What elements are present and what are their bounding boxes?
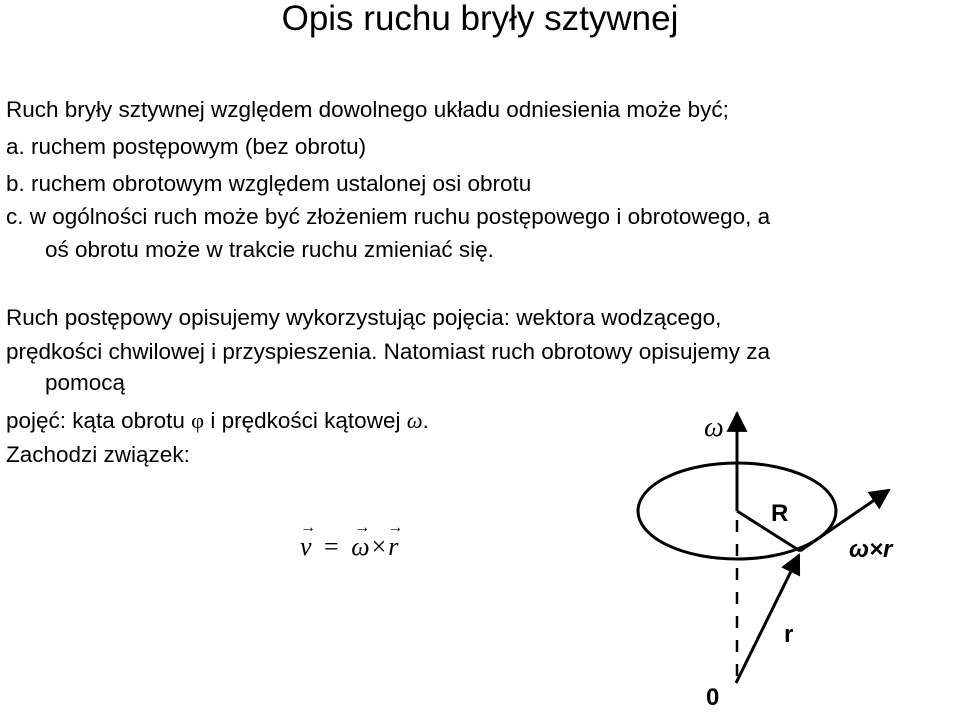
formula-equals: =: [324, 532, 339, 561]
paragraph2-line1: Ruch postępowy opisujemy wykorzystując pojęcia: wektora wodzącego,: [6, 305, 722, 330]
omega-symbol: ω: [406, 408, 423, 433]
vector-arrow-icon: →: [354, 519, 371, 536]
diagram-origin-label: 0: [706, 684, 720, 711]
paragraph2-line2: prędkości chwilowej i przyspieszenia. Natomiast ruch obrotowy opisujemy za: [6, 339, 771, 364]
page-title: Opis ruchu bryły sztywnej: [281, 0, 679, 38]
diagram-cross-label: ω×r: [849, 536, 893, 563]
vector-arrow-icon: →: [387, 519, 404, 536]
diagram-r-label: r: [784, 621, 794, 648]
diagram-omega-label: ω: [704, 412, 724, 443]
vector-arrow-icon: →: [300, 519, 316, 536]
formula-r: r →: [387, 519, 404, 561]
formula-omega: ω →: [351, 519, 371, 561]
diagram-R-label: R: [771, 500, 789, 527]
intro-text: Ruch bryły sztywnej względem dowolnego układu odniesienia może być;: [6, 97, 729, 122]
radius-R-line: [737, 511, 800, 551]
list-item-a: a. ruchem postępowym (bez obrotu): [6, 134, 367, 159]
phi-symbol: φ: [191, 408, 205, 433]
list-item-c: c. w ogólności ruch może być złożeniem ruchu postępowego i obrotowego, a: [6, 204, 771, 229]
list-item-b: b. ruchem obrotowym względem ustalonej osi obrotu: [6, 171, 532, 196]
angle-line-before: pojęć: kąta obrotu: [6, 408, 192, 433]
relation-label: Zachodzi związek:: [6, 442, 190, 467]
list-item-c-continued: oś obrotu może w trakcie ruchu zmieniać się.: [45, 237, 494, 262]
angle-line-after: .: [422, 408, 429, 433]
formula-v: v →: [300, 519, 316, 561]
formula-cross: ×: [371, 532, 387, 561]
paragraph2-line3: pomocą: [45, 370, 126, 395]
position-vector-r: [736, 555, 799, 683]
angle-line-middle: i prędkości kątowej: [204, 408, 407, 433]
